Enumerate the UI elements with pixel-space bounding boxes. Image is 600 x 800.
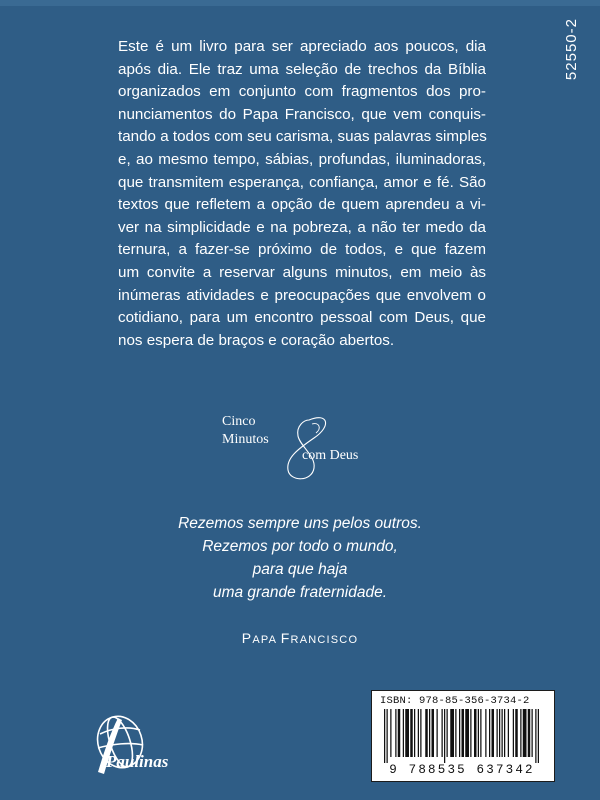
blurb-line: inúmeras atividades e preocupações que envolvem o <box>118 286 486 304</box>
publisher-name: Paulinas <box>106 752 169 771</box>
barcode-bar <box>444 709 445 763</box>
barcode-graphic <box>382 709 544 763</box>
barcode-bar <box>478 709 479 757</box>
series-logo <box>216 412 386 484</box>
barcode-bar <box>497 709 498 757</box>
barcode-bar <box>520 709 521 757</box>
quote-line: uma grande fraternidade. <box>212 584 388 601</box>
publisher-logo <box>70 712 186 786</box>
barcode-bar <box>414 709 415 757</box>
quote-line: Rezemos por todo o mundo, <box>202 538 398 555</box>
barcode-bar <box>480 709 481 757</box>
blurb-line: organizados em conjunto com fragmentos dos pro- <box>118 83 486 101</box>
globe-icon <box>70 712 186 786</box>
barcode-bar <box>459 709 460 757</box>
barcode-bar <box>450 709 454 757</box>
barcode-bar <box>432 709 435 757</box>
barcode-bar <box>405 709 409 757</box>
blurb-line: textos que refletem a opção de quem aprendeu a vi- <box>118 196 486 214</box>
barcode-bar <box>425 709 428 757</box>
barcode-bar <box>418 709 419 757</box>
barcode-bar <box>455 709 456 757</box>
quote-author: PAPA FRANCISCO <box>241 630 359 646</box>
barcode-bar <box>489 709 490 757</box>
cover-top-edge <box>0 0 600 6</box>
barcode-bar <box>532 709 533 757</box>
blurb-line: tando a todos com seu carisma, suas palavras simples <box>118 128 487 146</box>
barcode-bar <box>499 709 500 757</box>
barcode-bar <box>390 709 391 757</box>
barcode-bar <box>538 709 539 763</box>
barcode-bar <box>395 709 396 757</box>
quote-line: para que haja <box>252 561 348 578</box>
barcode-label <box>371 690 555 782</box>
blurb-line: que transmitem esperança, confiança, amor e fé. São <box>118 173 486 191</box>
barcode-bar <box>485 709 486 757</box>
barcode-bar <box>513 709 514 757</box>
barcode-bar <box>535 709 536 763</box>
series-logo-line3: com Deus <box>302 448 359 463</box>
barcode-bar <box>437 709 438 757</box>
blurb-line: ternura, a fazer-se próximo de todos, e que fazem <box>118 241 486 259</box>
barcode-bar <box>470 709 471 757</box>
barcode-bar <box>492 709 495 757</box>
spine-code: 52550-2 <box>563 18 580 81</box>
barcode-bar <box>420 709 421 757</box>
barcode-bar <box>398 709 401 757</box>
blurb-line: e, ao mesmo tempo, sábias, profundas, iluminadoras, <box>118 150 486 168</box>
series-logo-line2: Minutos <box>222 432 269 447</box>
barcode-bar <box>442 709 443 757</box>
barcode-bar <box>465 709 469 757</box>
barcode-bar <box>384 709 385 763</box>
isbn-text: ISBN: 978-85-356-3734-2 <box>380 695 530 707</box>
barcode-bar <box>403 709 404 757</box>
ean-digits: 9 788535 637342 <box>389 763 535 777</box>
barcode-bar <box>387 709 388 763</box>
blurb-line: nos espera de braços e coração abertos. <box>118 331 395 349</box>
blurb-line: um convite a reservar alguns minutos, em meio às <box>118 263 486 281</box>
barcode-bar <box>447 709 448 757</box>
quote-line: Rezemos sempre uns pelos outros. <box>178 515 422 532</box>
blurb-line: cotidiano, para um encontro pessoal com Deus, que <box>118 309 486 327</box>
barcode-bar <box>462 709 465 757</box>
blurb-line: nunciamentos do Papa Francisco, que vem conquis- <box>118 105 486 123</box>
barcode-bar <box>429 709 430 757</box>
blurb-line: após dia. Ele traz uma seleção de trechos da Bíblia <box>118 60 486 78</box>
barcode-bar <box>515 709 518 757</box>
blurb-line: Este é um livro para ser apreciado aos poucos, dia <box>118 38 486 55</box>
barcode-bar <box>502 709 503 757</box>
blurb-text <box>118 36 486 352</box>
blurb-line: ver na simplicidade e na pobreza, a não ter medo da <box>118 218 486 236</box>
barcode-bar <box>474 709 477 757</box>
pope-quote <box>100 512 500 604</box>
series-logo-line1: Cinco <box>222 414 256 429</box>
barcode-bar <box>523 709 527 757</box>
barcode-bar <box>410 709 413 757</box>
barcode-bar <box>504 709 505 757</box>
barcode-bar <box>528 709 531 757</box>
barcode-bar <box>508 709 509 757</box>
